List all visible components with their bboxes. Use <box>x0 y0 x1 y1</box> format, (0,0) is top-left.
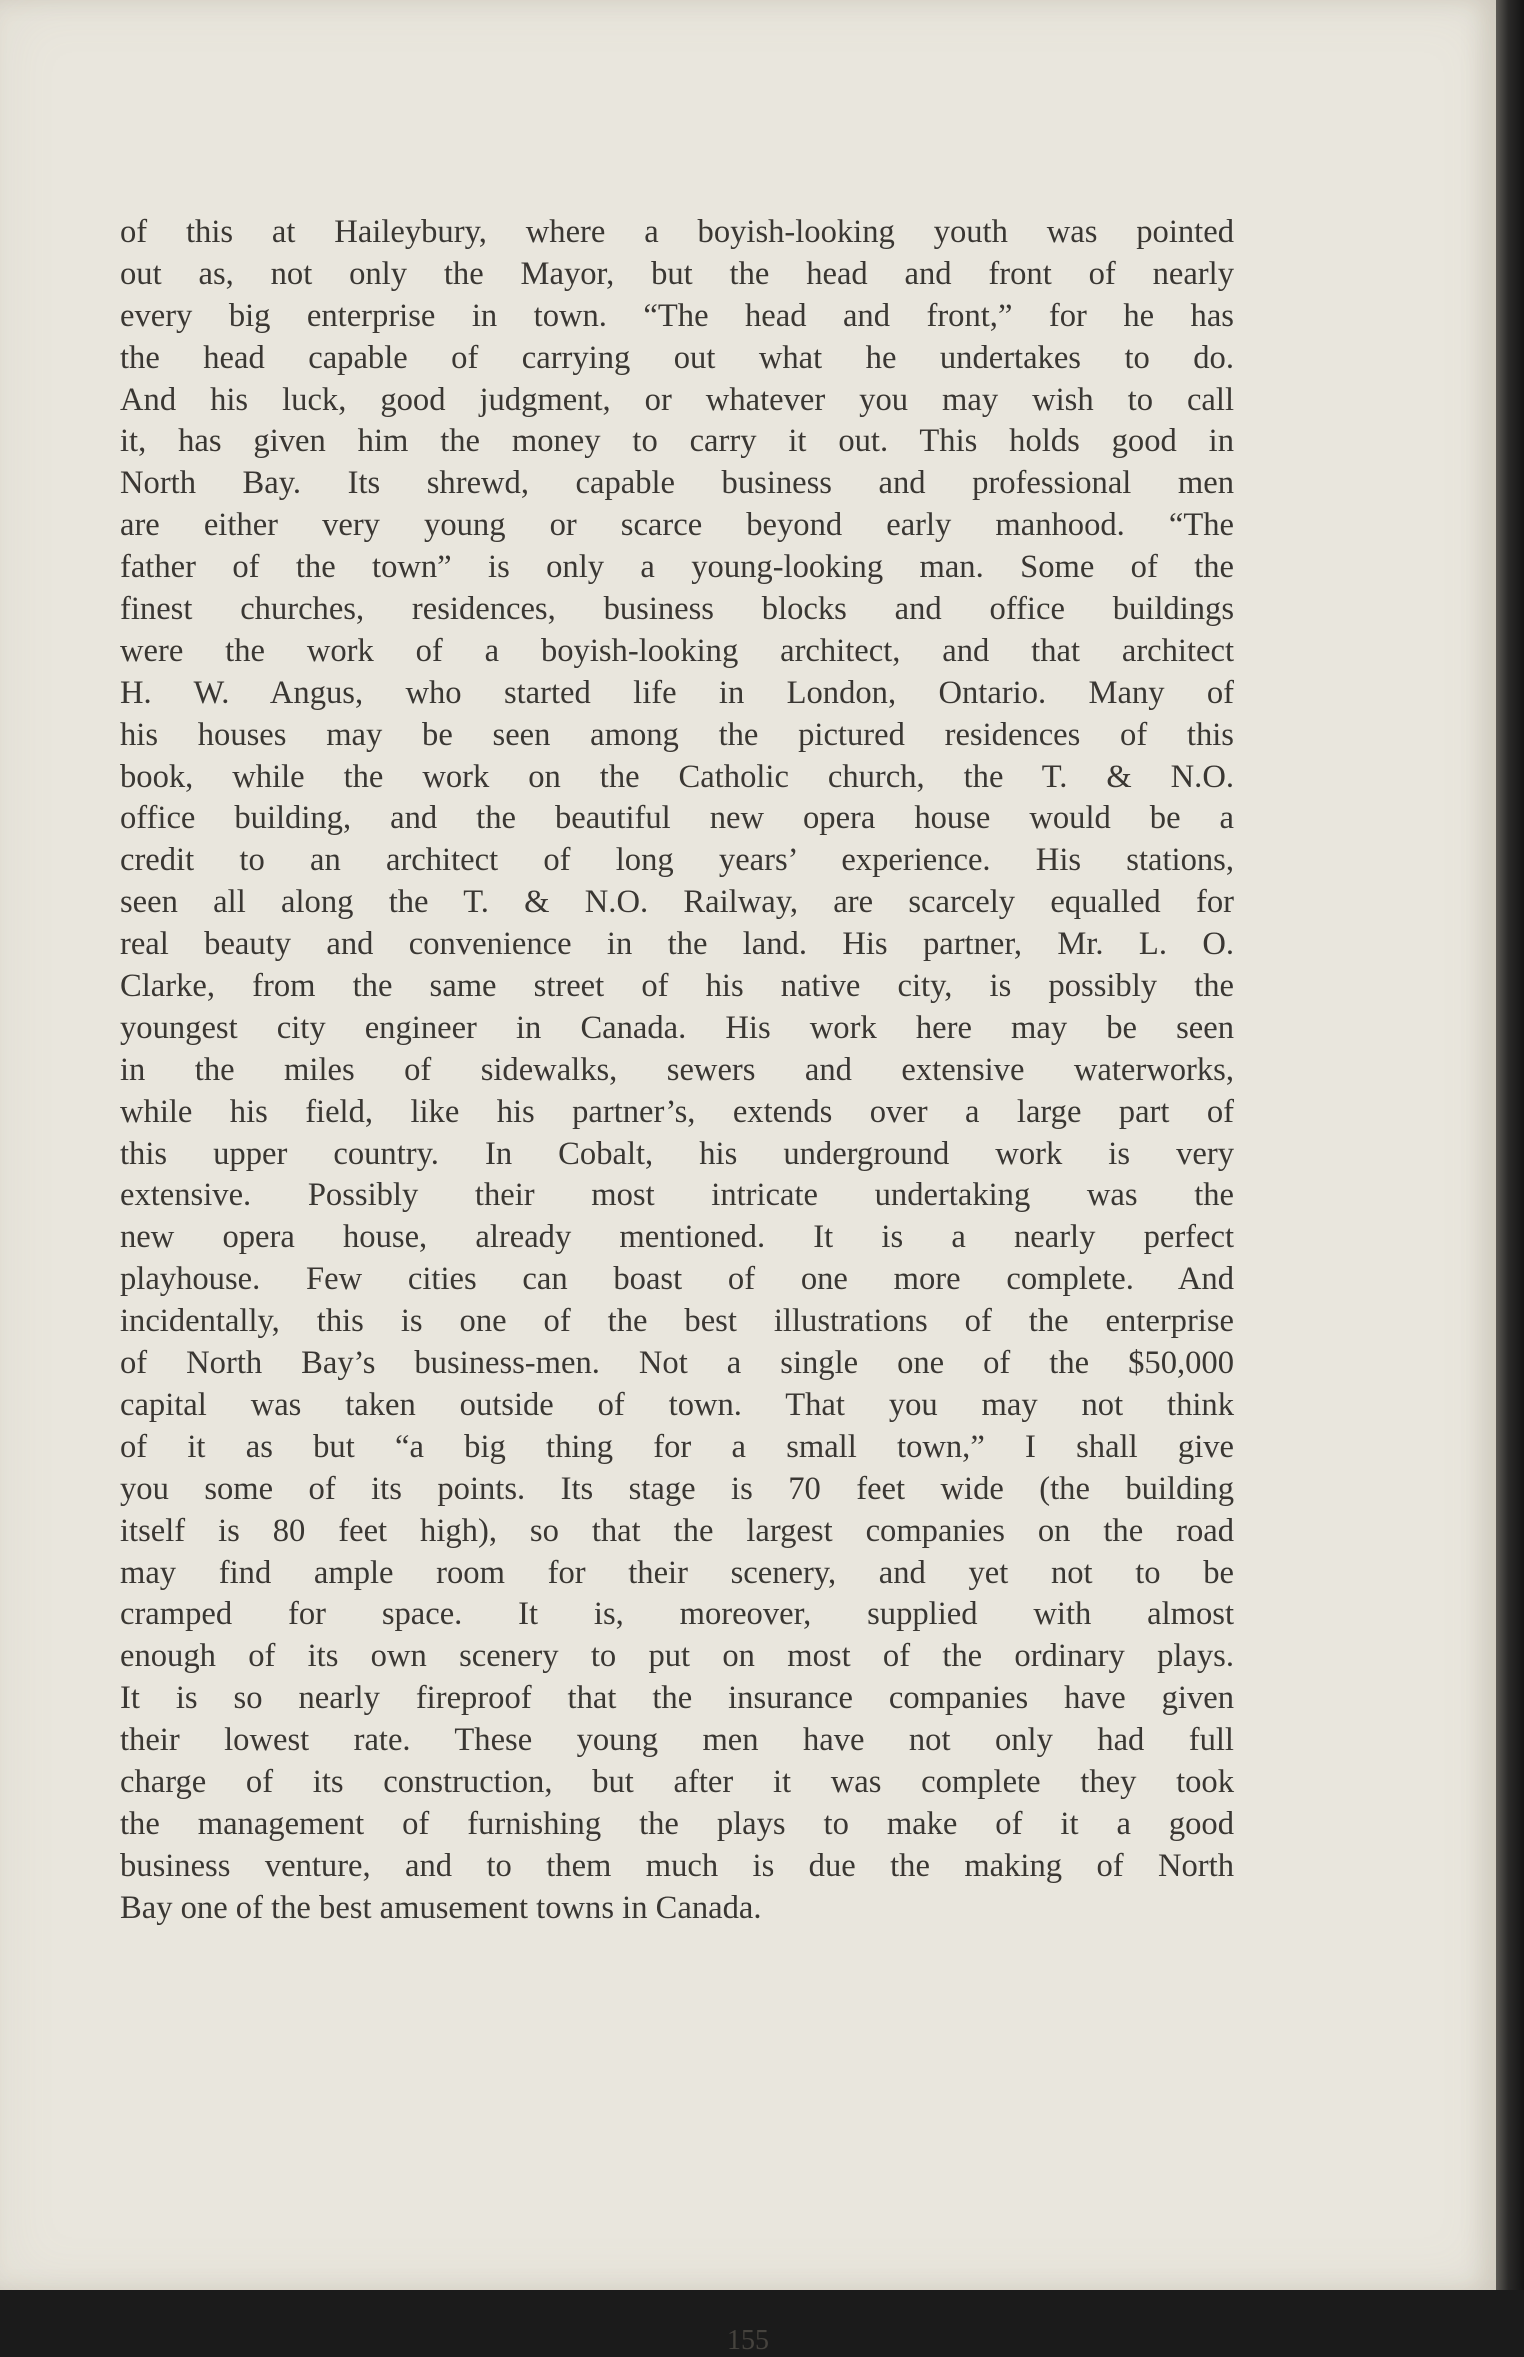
text-line: you some of its points. Its stage is 70 feet wide (the building <box>120 1470 1234 1507</box>
text-line: while his field, like his partner’s, extends over a large part of <box>120 1093 1234 1130</box>
text-line: youngest city engineer in Canada. His work here may be seen <box>120 1009 1234 1046</box>
text-line: of it as but “a big thing for a small town,” I shall give <box>120 1428 1234 1465</box>
text-line: are either very young or scarce beyond early manhood. “The <box>120 507 1234 544</box>
text-line: new opera house, already mentioned. It is a nearly perfect <box>120 1219 1234 1256</box>
text-line: real beauty and convenience in the land. His partner, Mr. L. O. <box>120 926 1234 963</box>
text-line: And his luck, good judgment, or whatever you may wish to call <box>120 381 1234 418</box>
text-line: the head capable of carrying out what he undertakes to do. <box>120 339 1234 376</box>
text-line: charge of its construction, but after it was complete they took <box>120 1763 1234 1800</box>
page-number: 155 <box>727 2325 769 2356</box>
text-line: North Bay. Its shrewd, capable business and professional men <box>120 465 1234 502</box>
text-line: were the work of a boyish-looking architect, and that architect <box>120 632 1234 669</box>
text-line: book, while the work on the Catholic church, the T. & N.O. <box>120 758 1234 795</box>
text-line: playhouse. Few cities can boast of one more complete. And <box>120 1261 1234 1298</box>
text-line: seen all along the T. & N.O. Railway, are scarcely equalled for <box>120 884 1234 921</box>
text-line-last: Bay one of the best amusement towns in Canada. <box>120 1889 762 1926</box>
text-line: his houses may be seen among the pictured residences of this <box>120 716 1234 753</box>
text-line: of this at Haileybury, where a boyish-looking youth was pointed <box>120 214 1234 250</box>
text-line: father of the town” is only a young-looking man. Some of the <box>120 549 1234 586</box>
text-line: it, has given him the money to carry it out. This holds good in <box>120 423 1234 460</box>
text-line: business venture, and to them much is due the making of North <box>120 1847 1234 1884</box>
text-line: the management of furnishing the plays to make of it a good <box>120 1805 1234 1842</box>
text-line: every big enterprise in town. “The head and front,” for he has <box>120 297 1234 334</box>
text-line: out as, not only the Mayor, but the head and front of nearly <box>120 255 1234 292</box>
text-line: H. W. Angus, who started life in London, Ontario. Many of <box>120 674 1234 711</box>
text-line: office building, and the beautiful new opera house would be a <box>120 800 1234 837</box>
text-line: this upper country. In Cobalt, his underground work is very <box>120 1135 1234 1172</box>
text-line: It is so nearly fireproof that the insurance companies have given <box>120 1680 1234 1717</box>
book-page-edge <box>1496 0 1524 2290</box>
text-line: extensive. Possibly their most intricate undertaking was the <box>120 1177 1234 1214</box>
text-line: of North Bay’s business-men. Not a single one of the $50,000 <box>120 1345 1234 1382</box>
text-line: capital was taken outside of town. That you may not think <box>120 1386 1234 1423</box>
text-line: incidentally, this is one of the best illustrations of the enterprise <box>120 1303 1234 1340</box>
body-text <box>120 212 1234 1930</box>
text-line: enough of its own scenery to put on most of the ordinary plays. <box>120 1638 1234 1675</box>
text-line: in the miles of sidewalks, sewers and extensive waterworks, <box>120 1051 1234 1088</box>
text-line: their lowest rate. These young men have not only had full <box>120 1722 1234 1759</box>
text-line: itself is 80 feet high), so that the largest companies on the road <box>120 1512 1234 1549</box>
text-line: credit to an architect of long years’ experience. His stations, <box>120 842 1234 879</box>
text-line: finest churches, residences, business blocks and office buildings <box>120 591 1234 628</box>
text-line: Clarke, from the same street of his native city, is possibly the <box>120 968 1234 1005</box>
text-line: cramped for space. It is, moreover, supplied with almost <box>120 1596 1234 1633</box>
text-line: may find ample room for their scenery, and yet not to be <box>120 1554 1234 1591</box>
